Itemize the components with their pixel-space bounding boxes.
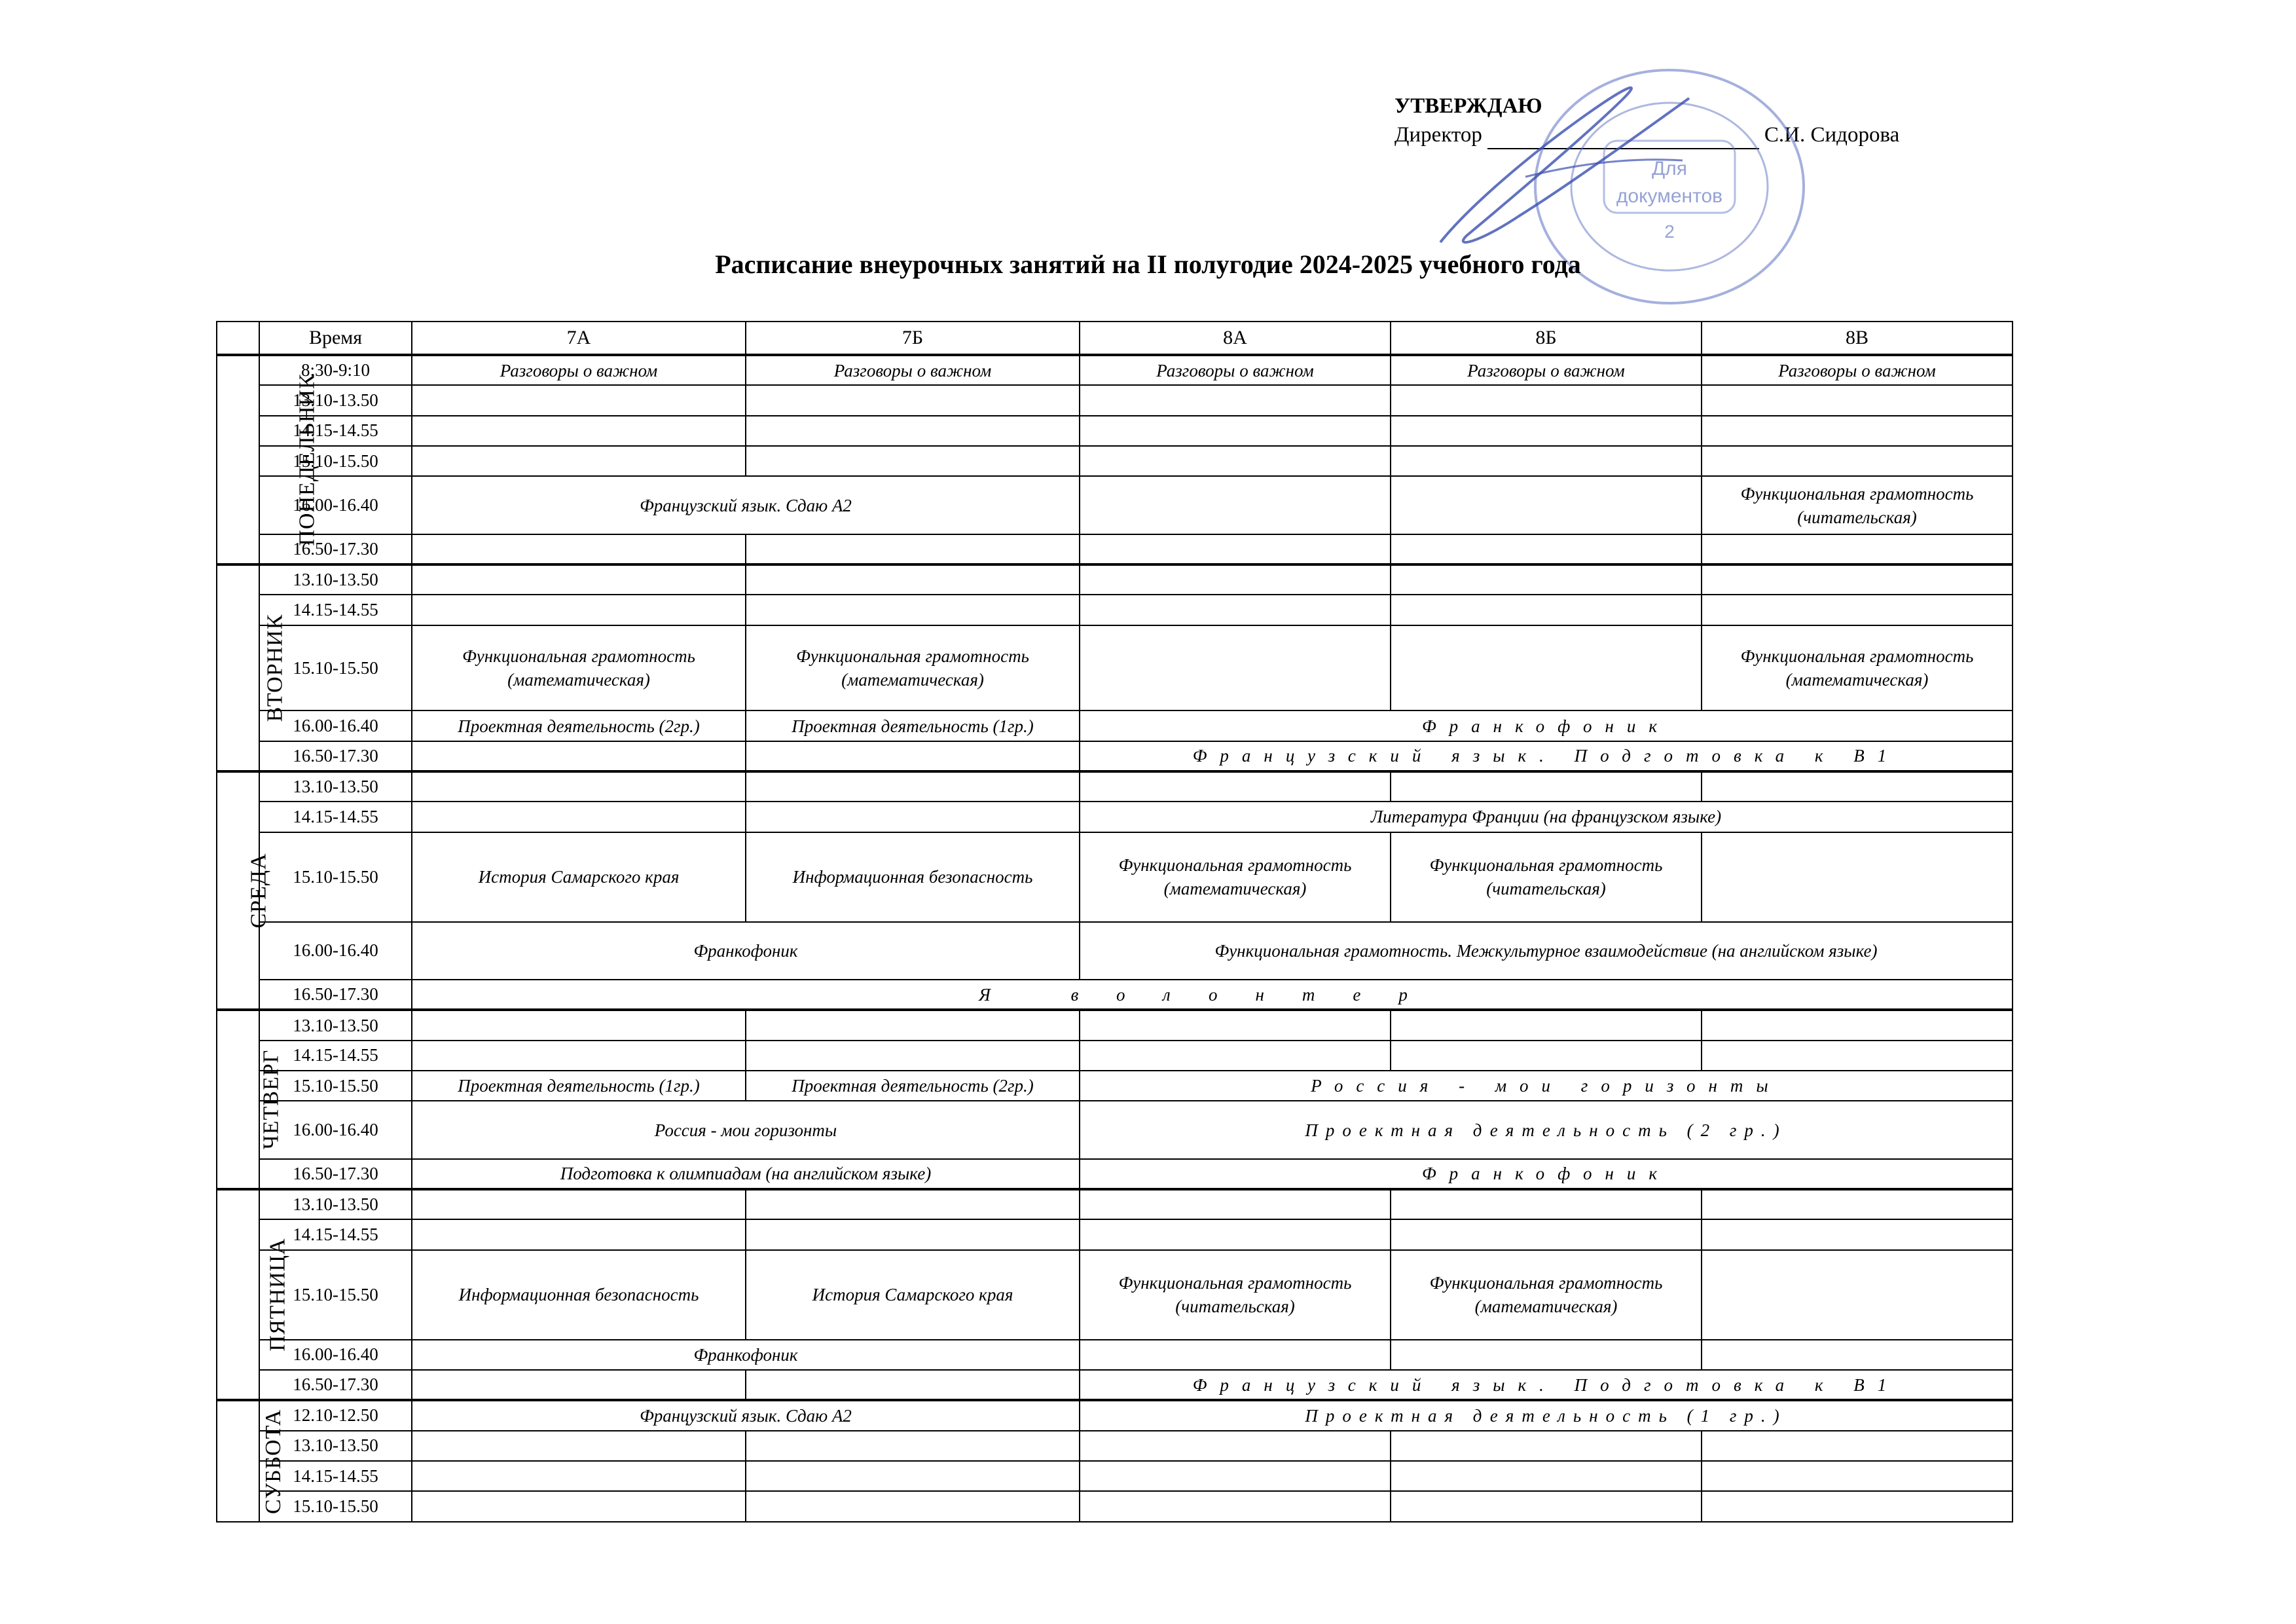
empty-cell: [1080, 564, 1391, 595]
activity-cell: Французский язык. Подготовка к В1: [1080, 1370, 2013, 1400]
activity-cell: Россия - мои горизонты: [1080, 1071, 2013, 1101]
activity-cell: Функциональная грамотность (математическая): [1702, 625, 2013, 711]
activity-cell: Проектная деятельность (1гр.): [746, 710, 1080, 741]
empty-cell: [1391, 771, 1702, 802]
time-cell: 15.10-15.50: [259, 625, 412, 711]
table-row: [217, 564, 2013, 595]
time-cell: 13.10-13.50: [259, 1431, 412, 1461]
empty-cell: [1391, 564, 1702, 595]
time-cell: 14.15-14.55: [259, 1041, 412, 1071]
empty-cell: [1702, 416, 2013, 446]
empty-cell: [1391, 1461, 1702, 1491]
table-row: [217, 355, 2013, 385]
table-row: [217, 710, 2013, 741]
activity-cell: Я волонтер: [412, 980, 2013, 1010]
activity-cell: Разговоры о важном: [746, 355, 1080, 385]
table-row: [217, 1461, 2013, 1491]
table-row: [217, 1041, 2013, 1071]
empty-cell: [746, 741, 1080, 771]
table-row: [217, 802, 2013, 832]
time-cell: 13.10-13.50: [259, 564, 412, 595]
empty-cell: [412, 1219, 746, 1249]
table-row: [217, 1340, 2013, 1370]
header-7a: 7А: [412, 322, 746, 355]
empty-cell: [1702, 1010, 2013, 1040]
empty-cell: [746, 385, 1080, 415]
activity-cell: Россия - мои горизонты: [412, 1101, 1080, 1158]
activity-cell: Литература Франции (на французском языке): [1080, 802, 2013, 832]
empty-cell: [1702, 595, 2013, 625]
empty-cell: [412, 1491, 746, 1522]
table-row: [217, 1159, 2013, 1189]
time-cell: 16.00-16.40: [259, 1101, 412, 1158]
empty-cell: [1391, 595, 1702, 625]
empty-cell: [1391, 1041, 1702, 1071]
empty-cell: [1080, 1431, 1391, 1461]
empty-cell: [412, 534, 746, 564]
activity-cell: Функциональная грамотность (математическая): [1080, 832, 1391, 922]
empty-cell: [1391, 1010, 1702, 1040]
empty-cell: [1391, 625, 1702, 711]
empty-cell: [1702, 771, 2013, 802]
approval-heading: УТВЕРЖДАЮ: [1394, 94, 1542, 118]
empty-cell: [1702, 534, 2013, 564]
empty-cell: [746, 1431, 1080, 1461]
empty-cell: [1080, 1461, 1391, 1491]
empty-cell: [1391, 385, 1702, 415]
table-row: [217, 534, 2013, 564]
empty-cell: [1702, 1431, 2013, 1461]
time-cell: 16.50-17.30: [259, 534, 412, 564]
activity-cell: Французский язык. Подготовка к В1: [1080, 741, 2013, 771]
empty-cell: [412, 564, 746, 595]
approval-position: Директор: [1394, 123, 1482, 147]
activity-cell: Разговоры о важном: [1080, 355, 1391, 385]
empty-cell: [746, 564, 1080, 595]
empty-cell: [412, 595, 746, 625]
time-cell: 14.15-14.55: [259, 1219, 412, 1249]
empty-cell: [746, 802, 1080, 832]
empty-cell: [412, 1461, 746, 1491]
activity-cell: Разговоры о важном: [1391, 355, 1702, 385]
time-cell: 13.10-13.50: [259, 1189, 412, 1219]
time-cell: 13.10-13.50: [259, 771, 412, 802]
table-row: [217, 1431, 2013, 1461]
empty-cell: [1702, 1250, 2013, 1340]
activity-cell: Франкофоник: [412, 1340, 1080, 1370]
table-row: [217, 1101, 2013, 1158]
empty-cell: [412, 1370, 746, 1400]
time-cell: 14.15-14.55: [259, 1461, 412, 1491]
activity-cell: Функциональная грамотность. Межкультурное взаимодействие (на английском языке): [1080, 922, 2013, 980]
activity-cell: Проектная деятельность (2 гр.): [1080, 1101, 2013, 1158]
empty-cell: [1080, 1010, 1391, 1040]
empty-cell: [412, 1041, 746, 1071]
activity-cell: Функциональная грамотность (математическая): [746, 625, 1080, 711]
time-cell: 16.50-17.30: [259, 980, 412, 1010]
table-row: [217, 1219, 2013, 1249]
table-row: [217, 1071, 2013, 1101]
day-thursday: ЧЕТВЕРГ: [217, 1010, 259, 1189]
day-friday: ПЯТНИЦА: [217, 1189, 259, 1400]
stamp-text-2: документов: [1616, 185, 1723, 207]
table-row: [217, 832, 2013, 922]
table-row: [217, 741, 2013, 771]
empty-cell: [1702, 1461, 2013, 1491]
empty-cell: [1080, 1340, 1391, 1370]
empty-cell: [746, 1010, 1080, 1040]
time-cell: 15.10-15.50: [259, 832, 412, 922]
table-row: [217, 1370, 2013, 1400]
table-row: [217, 1010, 2013, 1040]
time-cell: 16.00-16.40: [259, 476, 412, 534]
approval-name: С.И. Сидорова: [1764, 123, 1900, 147]
director-signature: [1427, 59, 1702, 268]
empty-cell: [746, 1491, 1080, 1522]
empty-cell: [412, 416, 746, 446]
empty-cell: [746, 1189, 1080, 1219]
empty-cell: [1080, 385, 1391, 415]
table-row: [217, 980, 2013, 1010]
time-cell: 14.15-14.55: [259, 416, 412, 446]
empty-cell: [1080, 416, 1391, 446]
empty-cell: [1702, 564, 2013, 595]
activity-cell: История Самарского края: [746, 1250, 1080, 1340]
empty-cell: [1391, 1219, 1702, 1249]
empty-cell: [1080, 1041, 1391, 1071]
time-cell: 12.10-12.50: [259, 1400, 412, 1430]
activity-cell: Французский язык. Сдаю А2: [412, 476, 1080, 534]
table-row: [217, 446, 2013, 476]
empty-cell: [1702, 385, 2013, 415]
header-time: Время: [259, 322, 412, 355]
activity-cell: Функциональная грамотность (читательская): [1080, 1250, 1391, 1340]
empty-cell: [412, 771, 746, 802]
activity-cell: Подготовка к олимпиадам (на английском языке): [412, 1159, 1080, 1189]
empty-cell: [1702, 1340, 2013, 1370]
time-cell: 14.15-14.55: [259, 802, 412, 832]
empty-cell: [1391, 1189, 1702, 1219]
empty-cell: [1702, 1491, 2013, 1522]
activity-cell: Разговоры о важном: [1702, 355, 2013, 385]
activity-cell: Франкофоник: [1080, 1159, 2013, 1189]
empty-cell: [1391, 534, 1702, 564]
empty-cell: [1391, 416, 1702, 446]
time-cell: 13.10-13.50: [259, 1010, 412, 1040]
empty-cell: [746, 1461, 1080, 1491]
empty-cell: [746, 1041, 1080, 1071]
activity-cell: Франкофоник: [1080, 710, 2013, 741]
activity-cell: Функциональная грамотность (математическая): [1391, 1250, 1702, 1340]
empty-cell: [746, 416, 1080, 446]
activity-cell: Разговоры о важном: [412, 355, 746, 385]
page-title: Расписание внеурочных занятий на II полугодие 2024-2025 учебного года: [715, 249, 1581, 279]
empty-cell: [746, 1370, 1080, 1400]
empty-cell: [412, 385, 746, 415]
empty-cell: [1080, 625, 1391, 711]
time-cell: 16.00-16.40: [259, 922, 412, 980]
empty-cell: [1080, 1491, 1391, 1522]
table-row: [217, 625, 2013, 711]
time-cell: 15.10-15.50: [259, 446, 412, 476]
empty-cell: [412, 1431, 746, 1461]
table-row: [217, 1491, 2013, 1522]
time-cell: 16.50-17.30: [259, 1370, 412, 1400]
table-row: [217, 416, 2013, 446]
empty-cell: [412, 446, 746, 476]
activity-cell: Информационная безопасность: [412, 1250, 746, 1340]
empty-cell: [1702, 1189, 2013, 1219]
activity-cell: Французский язык. Сдаю А2: [412, 1400, 1080, 1430]
empty-cell: [746, 446, 1080, 476]
empty-cell: [1702, 1041, 2013, 1071]
time-cell: 16.50-17.30: [259, 741, 412, 771]
empty-cell: [1391, 1340, 1702, 1370]
empty-cell: [1391, 1491, 1702, 1522]
table-row: [217, 1400, 2013, 1430]
header-8v: 8В: [1702, 322, 2013, 355]
empty-cell: [746, 534, 1080, 564]
day-saturday: СУББОТА: [217, 1400, 259, 1522]
table-row: [217, 771, 2013, 802]
empty-cell: [1702, 832, 2013, 922]
empty-cell: [1391, 446, 1702, 476]
time-cell: 15.10-15.50: [259, 1491, 412, 1522]
empty-cell: [1080, 446, 1391, 476]
stamp-number: 2: [1664, 221, 1675, 242]
time-cell: 15.10-15.50: [259, 1071, 412, 1101]
table-row: [217, 1189, 2013, 1219]
day-wednesday: СРЕДА: [217, 771, 259, 1010]
empty-cell: [412, 1010, 746, 1040]
time-cell: 16.00-16.40: [259, 1340, 412, 1370]
empty-cell: [746, 1219, 1080, 1249]
header-8a: 8А: [1080, 322, 1391, 355]
empty-cell: [746, 595, 1080, 625]
header-corner: [217, 322, 259, 355]
table-row: [217, 385, 2013, 415]
schedule-table: [216, 321, 2013, 1522]
header-row: [217, 322, 2013, 355]
empty-cell: [412, 802, 746, 832]
header-8b: 8Б: [1391, 322, 1702, 355]
empty-cell: [1702, 1219, 2013, 1249]
activity-cell: Проектная деятельность (2гр.): [412, 710, 746, 741]
activity-cell: История Самарского края: [412, 832, 746, 922]
empty-cell: [1702, 446, 2013, 476]
activity-cell: Функциональная грамотность (читательская): [1702, 476, 2013, 534]
empty-cell: [1080, 1189, 1391, 1219]
time-cell: 16.50-17.30: [259, 1159, 412, 1189]
activity-cell: Проектная деятельность (1 гр.): [1080, 1400, 2013, 1430]
table-row: [217, 476, 2013, 534]
empty-cell: [1080, 771, 1391, 802]
day-tuesday: ВТОРНИК: [217, 564, 259, 771]
empty-cell: [412, 1189, 746, 1219]
time-cell: 15.10-15.50: [259, 1250, 412, 1340]
table-row: [217, 922, 2013, 980]
activity-cell: Информационная безопасность: [746, 832, 1080, 922]
activity-cell: Проектная деятельность (1гр.): [412, 1071, 746, 1101]
activity-cell: Функциональная грамотность (читательская): [1391, 832, 1702, 922]
empty-cell: [1391, 1431, 1702, 1461]
day-monday: ПОНЕДЕЛЬНИК: [217, 355, 259, 564]
time-cell: 13.10-13.50: [259, 385, 412, 415]
stamp-text-1: Для: [1651, 158, 1688, 179]
activity-cell: Функциональная грамотность (математическая): [412, 625, 746, 711]
activity-cell: Франкофоник: [412, 922, 1080, 980]
empty-cell: [1080, 476, 1391, 534]
table-row: [217, 1250, 2013, 1340]
empty-cell: [1080, 595, 1391, 625]
empty-cell: [1080, 1219, 1391, 1249]
empty-cell: [1391, 476, 1702, 534]
time-cell: 14.15-14.55: [259, 595, 412, 625]
activity-cell: Проектная деятельность (2гр.): [746, 1071, 1080, 1101]
time-cell: 8:30-9:10: [259, 355, 412, 385]
table-row: [217, 595, 2013, 625]
empty-cell: [1080, 534, 1391, 564]
empty-cell: [746, 771, 1080, 802]
header-7b: 7Б: [746, 322, 1080, 355]
time-cell: 16.00-16.40: [259, 710, 412, 741]
empty-cell: [412, 741, 746, 771]
